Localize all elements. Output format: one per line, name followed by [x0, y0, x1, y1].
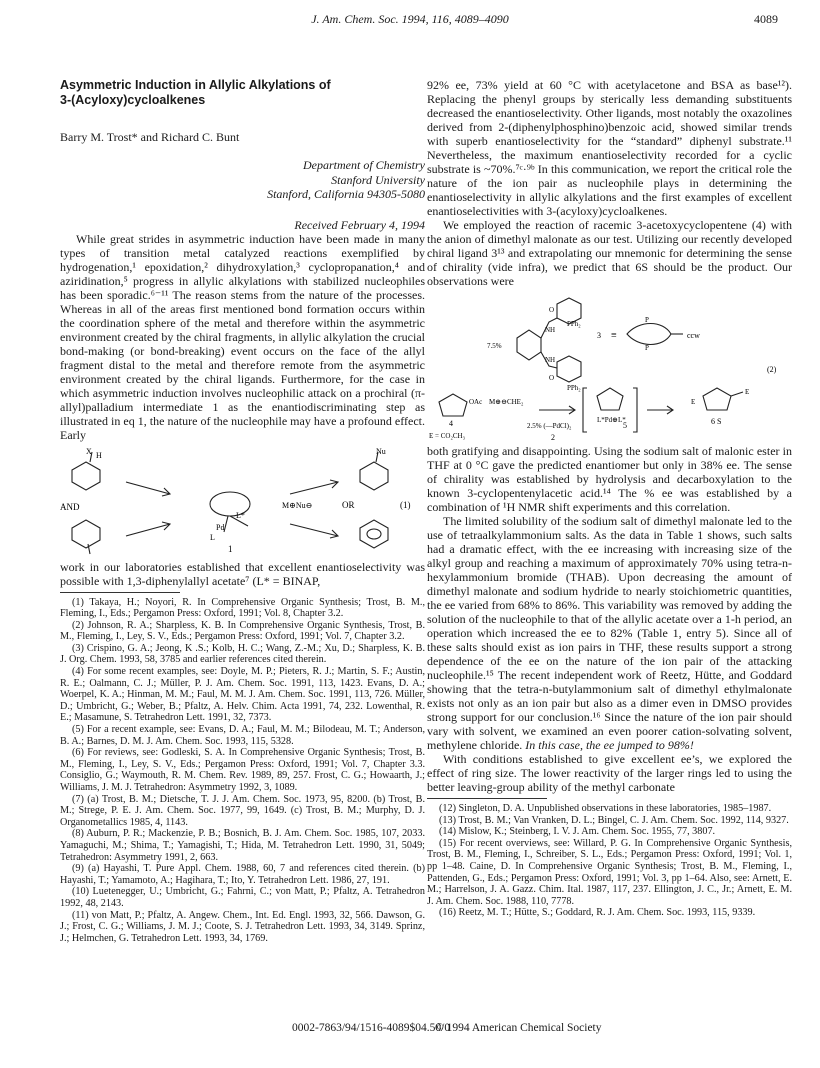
right-paragraph-1: 92% ee, 73% yield at 60 °C with acetylacetone and BSA as base¹²). Replacing the phenyl groups by sterically less demanding substituents decreased the enantioselectivity. Other ligands, most notably the oxazolines derived from 2-(diphenylphosphino)benzoic acid, showed similar trends with superb enantioselectivity for the “standard” diphenyl substrate.¹¹ Nevertheless, the maximum enantioselectivity recorded for a cyclic substrate is ~70%.⁷ᶜ·⁹ᵇ In this communication, we report the critical role the nature of the ion pair as nucleophile plays in determining the enantioselectivity in allylic alkylations and the first examples of excellent enantioselectivities with 3-(acyloxy)cycloalkenes.: [427, 78, 792, 218]
ref-9: (9) (a) Hayashi, T. Pure Appl. Chem. 1988, 60, 7 and references cited therein. (b) Hayashi, T.; Yamamoto, A.; Hagihara, T.; Ito, Y. Tetrahedron Lett. 1986, 27, 191.: [60, 863, 425, 886]
eq1-number: (1): [400, 499, 411, 510]
right-paragraph-3: both gratifying and disappointing. Using the sodium salt of malonic ester in THF at 0 °C gave the predicted enantiomer but only in 38% ee. The sense of chirality was established by hydrolysis and decarboxylation to the known 3-cyclopentenylacetic acid.¹⁴ The % ee was established by a combination of ¹H NMR shift experiments and this correlation.: [427, 444, 792, 514]
footnote-rule: [60, 592, 180, 593]
eq2-compound-4: 4: [449, 419, 453, 428]
eq2-p-bottom: P: [645, 344, 649, 352]
running-header-journal: J. Am. Chem. Soc. 1994, 116, 4089–4090: [311, 12, 509, 26]
eq2-e-left: E: [691, 398, 696, 406]
references-left: [60, 597, 425, 945]
affiliation: [60, 158, 425, 202]
eq2-nh-top: NH: [545, 326, 556, 334]
eq2-compound-2: 2: [551, 433, 555, 442]
right-paragraph-2: We employed the reaction of racemic 3-acetoxycyclopentene (4) with the anion of dimethyl malonate as our test. Utilizing our recently developed chiral ligand 3¹³ and extrapolating our mnemonic for determining the sense of chirality (vide infra), we predict that 6S should be the product. Our observations were: [427, 218, 792, 288]
ref-13: (13) Trost, B. M.; Van Vranken, D. L.; Bingel, C. J. Am. Chem. Soc. 1992, 114, 9327.: [439, 814, 789, 826]
ref-11: (11) von Matt, P.; Pfaltz, A. Angew. Chem., Int. Ed. Engl. 1993, 32, 566. Dawson, G. J.; Frost, C. G.; Williams, J. M. J.; Coote, S. J. Tetrahedron Lett. 1993, 34, 3149. Sprinz, J.; Helmchen, G. Tetrahedron Lett. 1993, 34, 1769.: [60, 909, 425, 944]
eq2-compound-5: 5: [623, 421, 627, 430]
eq2-nh-bottom: NH: [545, 356, 556, 364]
article-title: [60, 78, 425, 108]
ref-14: (14) Mislow, K.; Steinberg, I. V. J. Am. Chem. Soc. 1955, 77, 3807.: [439, 826, 716, 838]
eq1-label-h: H: [96, 450, 102, 460]
ref-6: (6) For reviews, see: Godleski, S. A. In Comprehensive Organic Synthesis; Trost, B. M., Fleming, I., Ley, S. V., Eds.; Pergamon Press: Oxford, 1991; Vol. 7, Chapter 3.3. Consiglio, G.; Waymouth, R. M. Chem. Rev. 1989, 89, 257. Frost, C. G.; Howaarth, J.; Williams, J. M. J. Tetrahedron: Asymmetry 1992, 3, 1089.: [60, 747, 425, 793]
eq2-ccw: ccw: [687, 331, 700, 340]
eq1-and: AND: [60, 501, 80, 512]
eq2-e-def: E = CO₂CH₃: [429, 432, 466, 440]
received-date: Received February 4, 1994: [294, 217, 425, 232]
eq2-catalyst: 2.5% (—PdCl)₂: [527, 422, 572, 430]
footer-copyright: © 1994 American Chemical Society: [435, 1022, 602, 1034]
left-column: [60, 78, 425, 944]
ref-12: (12) Singleton, D. A. Unpublished observations in these laboratories, 1985–1987.: [439, 803, 772, 814]
page-number: 4089: [754, 12, 778, 26]
body-paragraph-2: work in our laboratories established that excellent enantioselectivity was possible with 1,3-diphenylallyl acetate⁷ (L* = BINAP,: [60, 559, 425, 588]
eq2-compound-6s: 6 S: [711, 417, 722, 426]
footer-code: 0002-7863/94/1516-4089$04.50/0: [292, 1022, 451, 1034]
ref-3: (3) Crispino, G. A.; Jeong, K .S.; Kolb, H. C.; Wang, Z.-M.; Xu, D.; Sharpless, K. B. J. Org. Chem. 1993, 58, 3785 and earlier references cited therein.: [60, 642, 425, 666]
ref-10: (10) Luetenegger, U.; Umbricht, G.; Fahrni, C.; von Matt, P.; Pfaltz, A. Tetrahedron 1992, 48, 2143.: [60, 886, 425, 909]
eq1-pd: Pd: [216, 522, 225, 532]
eq1-nucleophile: M⊕Nu⊖: [282, 500, 313, 510]
affil-univ: Stanford University: [331, 172, 425, 187]
right-paragraph-4-emphasis: In this case, the ee jumped to 98%!: [525, 738, 694, 752]
eq1-label-x: X: [86, 447, 92, 456]
affil-city: Stanford, California 94305-5080: [267, 187, 425, 201]
eq2-nucleophile: M⊕⊖CHE₂: [489, 398, 524, 406]
equation-1-scheme: [60, 448, 425, 560]
equation-2-scheme: [427, 292, 792, 444]
eq2-number: (2): [767, 365, 777, 374]
title-line-1: Asymmetric Induction in Allylic Alkylations of: [60, 78, 331, 92]
right-paragraph-4-text: The limited solubility of the sodium salt of dimethyl malonate led to the use of tetraalkylammonium salts. As the data in Table 1 shows, such salts had a dramatic effect, with the ee increasing with increasing size of the alkyl group and reaching a maximum of approximately 70% using tetra-n-hexylammonium bromide (THAB). Upon decreasing the amount of dimethyl malonate and sodium hydride to nearly stoichiometric quantities, the ee varied from 68% to 86%. This variability was removed by adding the solution of the nucleophile to that of the allylic acetate over a 1-h period, an operation which increased the ee to 82% (Table 1, entry 5). Since all of these salts should exist as ion pairs in THF, these results support a strong dependence of the ee on the nature of the ion pair of the attacking nucleophile.¹⁵ The recent independent work of Reetz, Hütte, and Goddard showing that the tetra-n-butylammonium salt of dimethyl ethylmalonate exists not only as an ion pair but also as a dimer even in DMSO provides strong support for our conclusion.¹⁶ Since the nature of the ion pair should vary with solvent, we examined an even poorer cation-solvating solvent, methylene chloride.: [427, 514, 792, 752]
eq2-o-bottom: O: [549, 374, 555, 382]
authors: Barry M. Trost* and Richard C. Bunt: [60, 130, 240, 144]
eq2-loading: 7.5%: [487, 342, 502, 350]
eq1-drawing: [60, 448, 425, 560]
title-line-2: 3-(Acyloxy)cycloalkenes: [60, 93, 206, 107]
footnote-rule-right: [427, 798, 547, 799]
right-paragraph-4: [427, 514, 792, 752]
right-column: [427, 78, 792, 919]
ref-5: (5) For a recent example, see: Evans, D. A.; Faul, M. M.; Bilodeau, M. T.; Anderson, B. A.; Barnes, D. M. J. Am. Chem. Soc. 1993, 115, 5328.: [60, 724, 425, 747]
eq1-l: L: [210, 532, 215, 542]
eq1-lstar: L*: [236, 510, 245, 520]
eq2-pd-complex: L*Pd⊕L*: [597, 416, 626, 424]
ref-2: (2) Johnson, R. A.; Sharpless, K. B. In Comprehensive Organic Synthesis, Trost, B. M., Fleming, I., Ley, S. V., Eds.; Pergamon Press: Oxford, 1991; Vol. 7, Chapter 3.2.: [60, 619, 425, 643]
eq1-label-nu: Nu: [376, 447, 386, 456]
eq2-equiv: ≡: [611, 330, 617, 341]
ref-7: (7) (a) Trost, B. M.; Dietsche, T. J. J. Am. Chem. Soc. 1973, 95, 8200. (b) Trost, B. M.; Strege, P. E. J. Am. Chem. Soc. 1977, 99, 1649. (c) Trost, B. M.; Murphy, D. J. Organometallics 1985, 4, 1143.: [60, 793, 425, 828]
eq2-ligand-3: 3: [597, 331, 601, 340]
right-paragraph-5: With conditions established to give excellent ee’s, we explored the effect of ring size. The lower reactivity of the larger rings led to using the better leaving-group ability of the methyl carbonate: [427, 752, 792, 794]
eq2-p-top: P: [645, 316, 649, 324]
body-paragraph-1: While great strides in asymmetric induction have been made in many types of transition metal catalyzed reactions exemplified by hydrogenation,¹ epoxidation,² dihydroxylation,³ cyclopropanation,⁴ and aziridination,⁵ progress in allylic alkylations with stabilized nucleophiles has been sporadic.⁶⁻¹¹ The reason stems from the nature of the processes. Whereas in all of the areas first mentioned bond formation occurs within the coordination sphere of the metal and therefore within the asymmetric environment created by the chiral fragments, in allylic alkylation the crucial bond-making (or bond-breaking) event occurs on the face of the allyl fragment distal to the metal and therefore remote from the asymmetric environment created by the chiral ligands. Furthermore, for the case in which asymmetric induction involves nucleophilic attack on a prochiral (π-allyl)palladium intermediate 1 as the enantiodiscriminating step as illustrated in eq 1, the nature of the nucleophile may have a profound effect. Early: [60, 231, 425, 442]
affil-dept: Department of Chemistry: [303, 158, 425, 172]
ref-1: (1) Takaya, H.; Noyori, R. In Comprehensive Organic Synthesis; Trost, B. M., Fleming, I., Eds.; Pergamon Press: Oxford, 1991; Vol. 8, Chapter 3.2.: [60, 596, 425, 620]
eq2-drawing: [427, 292, 792, 444]
eq1-or: OR: [342, 499, 355, 510]
eq2-pph2-bottom: PPh₂: [567, 384, 581, 392]
references-right: [427, 803, 792, 919]
eq2-e-right: E: [745, 388, 750, 396]
eq2-pph2-top: PPh₂: [567, 320, 581, 328]
ref-15: (15) For recent overviews, see: Willard, P. G. In Comprehensive Organic Synthesis, Trost, B. M., Fleming, I., Schreiber, S. L., Eds.; Pergamon Press: Oxford, 1991; Vol. 1, pp 1–48. Caine, D. In Comprehensive Organic Synthesis; Trost, B. M., Fleming, I., Pattenden, G., Eds.; Pergamon Press: Oxford, 1991; Vol. 3, pp 1–64. Also, see: Arnett, E. M.; Harrelson, J. A. Gazz. Chim. Ital. 1987, 117, 237. Ellington, J. C., Jr.; Arnett, E. M. J. Am. Chem. Soc. 1988, 110, 7778.: [427, 837, 792, 907]
ref-16: (16) Reetz, M. T.; Hütte, S.; Goddard, R. J. Am. Chem. Soc. 1993, 115, 9339.: [439, 907, 756, 919]
eq2-oac: OAc: [469, 398, 483, 406]
eq1-compound-1: 1: [228, 543, 233, 554]
ref-4: (4) For some recent examples, see: Doyle, M. P.; Pieters, R. J.; Martin, S. F.; Austin, R. E.; Oalmann, C. J.; Müller, P. J. Am. Chem. Soc. 1991, 113, 1423. Evans, D. A.; Woerpel, K. A.; Hinman, M. M.; Faul, M. M. J. Am. Chem. Soc. 1991, 113, 726. Müller, D.; Umbricht, G.; Weber, B.; Pfaltz, A. Helv. Chim. Acta 1991, 74, 232. Lowenthal, R. E.; Masamune, S. Tetrahedron Lett. 1991, 32, 7373.: [60, 666, 425, 724]
eq2-o-top: O: [549, 306, 555, 314]
ref-8: (8) Auburn, P. R.; Mackenzie, P. B.; Bosnich, B. J. Am. Chem. Soc. 1985, 107, 2033. Yamaguchi, M.; Shima, T.; Yamagishi, T.; Hida, M. Tetrahedron Lett. 1990, 31, 5049; Tetrahedron: Asymmetry 1991, 2, 663.: [60, 828, 425, 863]
